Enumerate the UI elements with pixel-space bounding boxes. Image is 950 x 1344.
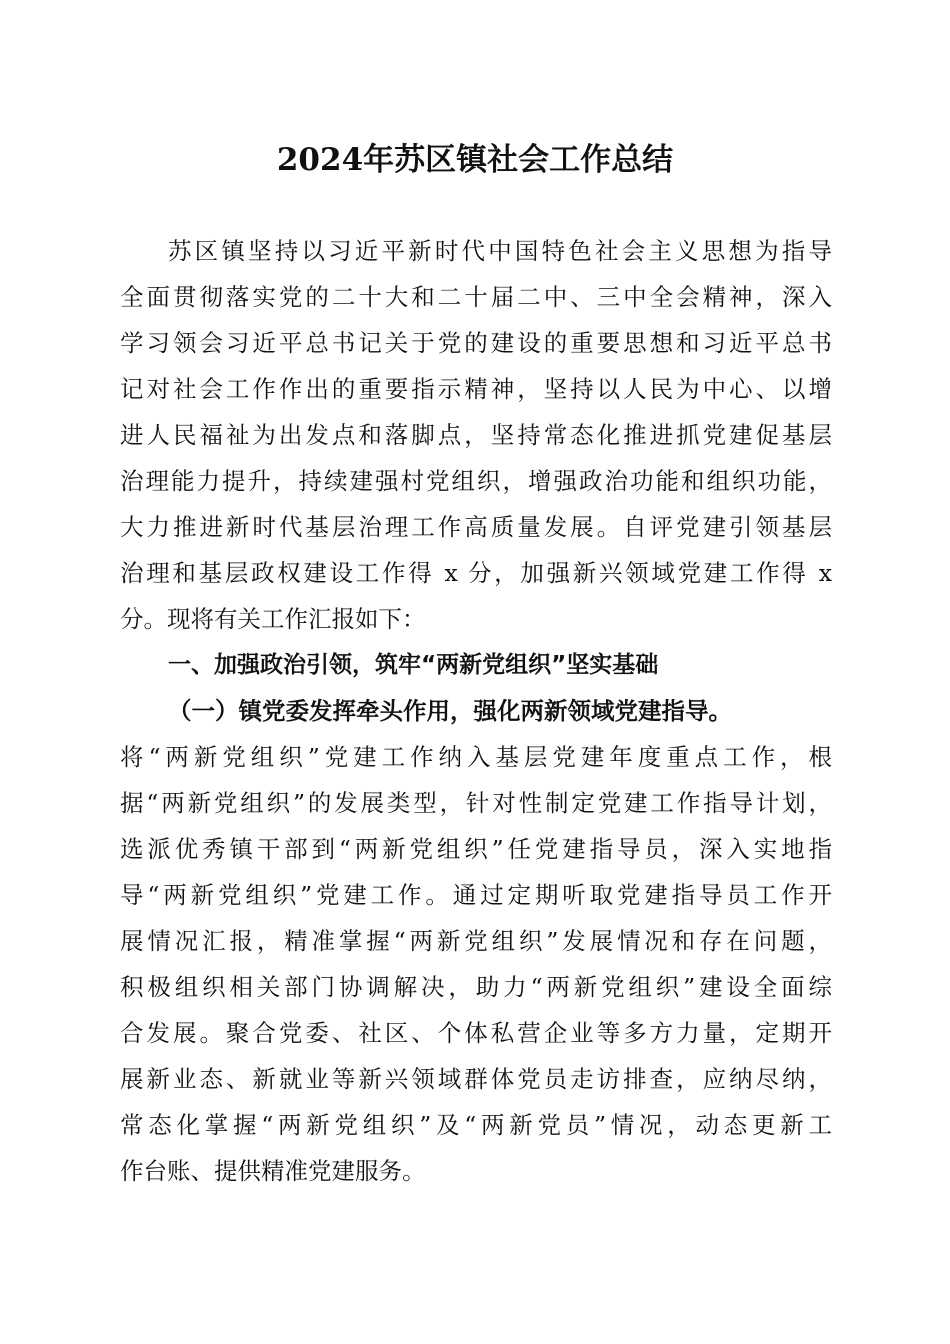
intro-line: 大力推进新时代基层治理工作高质量发展。自评党建引领基层 — [120, 513, 832, 541]
intro-line: 全面贯彻落实党的二十大和二十届二中、三中全会精神，深入 — [120, 283, 832, 311]
intro-line: 进人民福祉为出发点和落脚点，坚持常态化推进抓党建促基层 — [120, 421, 832, 449]
intro-line: 记对社会工作作出的重要指示精神，坚持以人民为中心、以增 — [120, 375, 832, 403]
body-line: 将“两新党组织”党建工作纳入基层党建年度重点工作，根 — [120, 743, 832, 771]
intro-line: 苏区镇坚持以习近平新时代中国特色社会主义思想为指导 — [168, 237, 832, 265]
intro-line: 学习领会习近平总书记关于党的建设的重要思想和习近平总书 — [120, 329, 832, 357]
body-line: 展情况汇报，精准掌握“两新党组织”发展情况和存在问题， — [120, 927, 832, 955]
intro-line: 治理能力提升，持续建强村党组织，增强政治功能和组织功能， — [120, 467, 832, 495]
body-line: 合发展。聚合党委、社区、个体私营企业等多方力量，定期开 — [120, 1019, 832, 1047]
body-line: 常态化掌握“两新党组织”及“两新党员”情况，动态更新工 — [120, 1111, 832, 1139]
intro-line: 治理和基层政权建设工作得 x 分，加强新兴领域党建工作得 x — [120, 559, 832, 587]
body-line: 选派优秀镇干部到“两新党组织”任党建指导员，深入实地指 — [120, 835, 832, 863]
document-title: 2024年苏区镇社会工作总结 — [276, 142, 674, 178]
body-line: 积极组织相关部门协调解决，助力“两新党组织”建设全面综 — [120, 973, 832, 1001]
subsection-heading: （一）镇党委发挥牵头作用，强化两新领域党建指导。 — [168, 697, 732, 725]
body-line: 据“两新党组织”的发展类型，针对性制定党建工作指导计划， — [120, 789, 832, 817]
body-line: 展新业态、新就业等新兴领域群体党员走访排查，应纳尽纳， — [120, 1065, 832, 1093]
body-line: 导“两新党组织”党建工作。通过定期听取党建指导员工作开 — [120, 881, 832, 909]
body-line: 作台账、提供精准党建服务。 — [120, 1157, 426, 1185]
intro-line: 分。现将有关工作汇报如下： — [120, 605, 426, 633]
section-heading: 一、加强政治引领，筑牢“两新党组织”坚实基础 — [168, 652, 659, 678]
